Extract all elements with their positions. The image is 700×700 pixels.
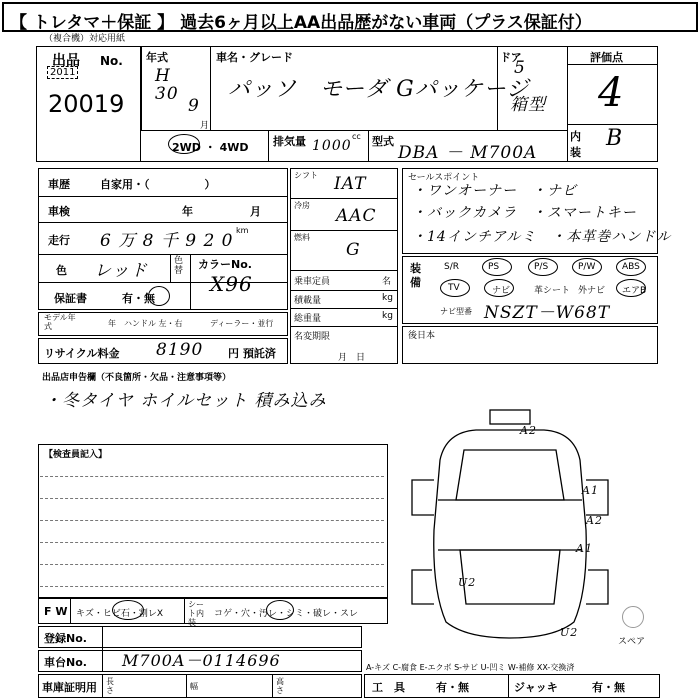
equip-tv-circle [440,279,470,297]
load-label: 積載量 [294,296,322,306]
equip-pw-circle [572,258,602,276]
model-code-value: DBA － M700A [398,143,538,163]
chassis-value: M700A－0114696 [122,651,281,670]
lot-number: 20019 [48,90,125,118]
diagram-mark-u2-bottom: U2 [560,626,579,639]
equipment-pw-s: P/S [534,262,549,272]
aircon-value: AAC [336,206,377,226]
shift-value: IAT [334,174,367,194]
equipment-leather: 革シート [534,286,571,296]
equip-abs-circle [616,258,646,276]
sales-point-line-3: ・14インチアルミ ・本革巻ハンドル [412,229,672,245]
warranty-label: 保証書 [54,292,87,305]
equipment-tv: TV [448,283,460,293]
equipment-ps: PS [488,262,500,272]
diagram-mark-a2-right: A2 [586,514,603,527]
sales-point-line-2: ・バックカメラ ・スマートキー [412,205,637,221]
certificate-label: 車庫証明用 [42,681,97,694]
displacement-value: 1000 [312,138,352,154]
lot-label: 出品 [52,53,80,69]
model-change-label: モデル年式 [44,313,76,331]
equipment-navi: ナビ [492,286,511,296]
certificate-length: 長さ [106,677,114,695]
equip-navi-circle [484,279,514,297]
inspector-label: 【検査員記入】 [44,450,108,460]
score-value: 4 [598,70,625,116]
equipment-label: 装備 [410,262,421,289]
after-day-box [402,326,658,364]
model-year-year: 30 [155,84,179,104]
model-year-label: 年式 [146,51,168,64]
expire-label: 名変期限 [294,332,331,342]
model-year-era: H [155,66,171,86]
car-name-value: パッソ モーダ Gパッケージ [228,77,530,102]
recycle-value: 8190 [156,340,204,360]
equip-ps-circle [482,258,512,276]
expire-unit: 月 日 [338,353,366,363]
displacement-unit: cc [352,132,361,141]
color-label: 色 [56,264,67,277]
after-day-label: 後日本 [408,331,436,341]
model-change-year: 年 [108,319,116,328]
equip-airbag-circle [616,279,646,297]
inspection-month: 月 [250,205,261,218]
header-banner-text: 【 トレタマ＋保証 】 過去6ヶ月以上AA出品歴がない車両（プラス保証付） [10,13,592,33]
sales-point-line-1: ・ワンオーナー ・ナビ [412,183,577,199]
fuel-label: 燃料 [294,233,310,242]
lot-year-box: 2011 [47,66,78,79]
model-year-month: 9 [188,96,200,116]
drive-options: 2WD ・ 4WD [172,141,249,154]
doors-label: ドア [500,51,522,64]
recycle-label: リサイクル料金 [44,347,120,360]
equipment-abs: ABS [622,262,640,272]
history-value: 自家用・（ ） [100,178,216,191]
displacement-label: 排気量 [273,135,306,148]
doors-value: 5 [514,58,526,78]
lot-no-label: No. [100,54,123,68]
sales-points-label: セールスポイント [408,173,480,183]
damage-seat-label: シート内装 [188,600,204,627]
jack-label: ジャッキ [514,681,558,694]
damage-stain-circle [266,600,294,620]
equipment-pw: P/W [578,262,596,272]
mileage-value: 6 万 8 千 9 2 0 [100,231,234,251]
tools-label: 工 具 [372,681,405,694]
equipment-sr: S/R [444,262,459,272]
damage-fw: F W [44,605,68,618]
mileage-unit: km [236,226,249,235]
car-name-label: 車名・グレード [216,51,293,64]
damage-stone-circle [112,600,144,620]
capacity-label: 乗車定員 [294,277,331,287]
diagram-mark-u2-left: U2 [458,576,477,589]
spare-tire-icon [622,606,644,628]
inspection-label: 車検 [48,205,70,218]
diagram-mark-a1-right: A1 [582,484,599,497]
aircon-label: 冷房 [294,201,310,210]
legend: A-キズ C-腐食 E-エクボ S-サビ U-凹ミ W-補修 XX-交換済 [366,663,575,672]
inspector-box [38,444,388,598]
certificate-width: 幅 [190,682,198,691]
tools-value: 有・無 [436,681,469,694]
model-year-month-unit: 月 [200,121,210,131]
notes-line: ・冬タイヤ ホイルセット 積み込み [44,391,327,411]
color-value: レッド [94,261,148,281]
diagram-mark-a2-top: A2 [520,424,537,437]
damage-seat-items: コゲ・穴・汚レ・シミ・破レ・スレ [214,609,359,619]
chassis-label: 車台No. [44,656,87,669]
history-label: 車歴 [48,178,70,191]
certificate-height: 高さ [276,677,284,695]
shift-label: シフト [294,171,318,180]
capacity-unit: 名 [382,277,392,287]
registration-label: 登録No. [44,632,87,645]
header-banner [2,2,698,32]
warranty-value: 有・無 [122,292,155,305]
model-code-label: 型式 [372,135,394,148]
warranty-circle [148,286,170,306]
load-unit: kg [382,293,393,303]
gross-unit: kg [382,311,393,321]
color-no-value: X96 [210,272,253,296]
color-swap-label: 色替 [174,256,184,276]
inspection-year: 年 [182,205,193,218]
equipment-ext-navi: 外ナビ [578,286,606,296]
drive-2wd-circle [168,134,200,154]
gross-label: 総重量 [294,314,322,324]
model-change-dealer: ディーラー・並行 [210,319,274,328]
color-no-label: カラーNo. [198,258,252,271]
equip-pws-circle [528,258,558,276]
model-change-handle: ハンドル 左・右 [124,319,183,328]
jack-value: 有・無 [592,681,625,694]
navi-model-value: NSZT－W68T [484,303,611,323]
score-label: 評価点 [590,51,623,64]
mileage-label: 走行 [48,234,70,247]
body-style-value: 箱型 [510,95,546,115]
notes-label: 出品店申告欄（不良箇所・欠品・注意事項等） [42,373,232,383]
interior-label-2: 装 [570,146,581,159]
spare-label: スペア [618,637,646,647]
diagram-mark-a1-rear: A1 [576,542,593,555]
interior-label-1: 内 [570,130,581,143]
damage-scratch: キズ・ヒビ石・割レX [76,609,163,619]
equipment-airbag: エアB [622,286,647,296]
fuel-value: G [346,240,361,260]
recycle-unit: 円 預託済 [228,347,276,360]
navi-model-label: ナビ型番 [440,307,472,316]
interior-value: B [606,126,624,151]
subheader: （複合機）対応用紙 [44,34,126,44]
